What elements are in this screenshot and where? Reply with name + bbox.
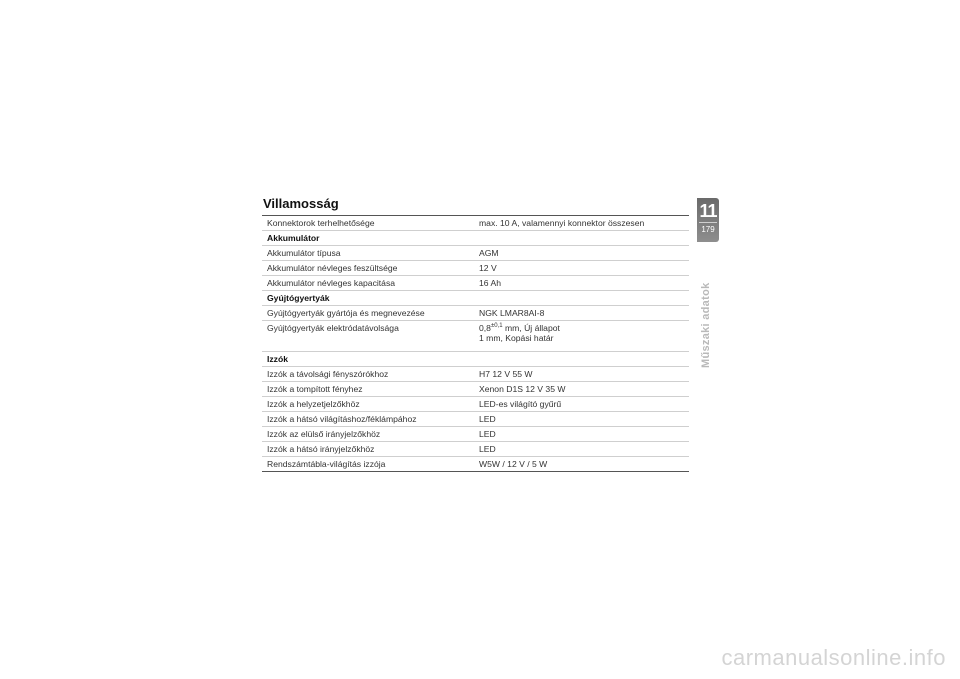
row-value: AGM <box>474 246 689 261</box>
row-label: Gyújtógyertyák gyártója és megnevezése <box>262 306 474 321</box>
value-base: 0,8 <box>479 323 491 333</box>
table-row <box>262 306 689 321</box>
row-label: Akkumulátor típusa <box>262 246 474 261</box>
row-value: 16 Ah <box>474 276 689 291</box>
row-value: H7 12 V 55 W <box>474 367 689 382</box>
row-label: Akkumulátor névleges feszültsége <box>262 261 474 276</box>
row-value: Xenon D1S 12 V 35 W <box>474 382 689 397</box>
row-label: Konnektorok terhelhetősége <box>262 216 474 231</box>
row-label: Izzók az elülső irányjelzőkhöz <box>262 427 474 442</box>
row-label: Akkumulátor névleges kapacitása <box>262 276 474 291</box>
chapter-title: Műszaki adatok <box>700 282 712 368</box>
row-value: max. 10 A, valamennyi konnektor összesen <box>474 216 689 231</box>
table-row <box>262 412 689 427</box>
row-value: 12 V <box>474 261 689 276</box>
table-row <box>262 246 689 261</box>
row-value: W5W / 12 V / 5 W <box>479 459 548 469</box>
row-label: Izzók a tompított fényhez <box>262 382 474 397</box>
row-value: LED <box>474 427 689 442</box>
row-label: Izzók a helyzetjelzőkhöz <box>262 397 474 412</box>
section-header <box>262 352 689 367</box>
value-tolerance: ±0,1 <box>490 323 503 329</box>
section-title: Izzók <box>262 352 689 367</box>
row-value: LED <box>474 442 689 457</box>
row-label: Rendszámtábla-világítás izzója <box>267 459 386 469</box>
table-row <box>262 397 689 412</box>
table-row <box>262 216 689 231</box>
table-row <box>262 367 689 382</box>
section-title: Akkumulátor <box>262 231 689 246</box>
row-label: Izzók a hátsó irányjelzőkhöz <box>262 442 474 457</box>
table-row <box>262 427 689 442</box>
page-title: Villamosság <box>263 196 339 211</box>
row-value: LED-es világító gyűrű <box>474 397 689 412</box>
row-value: LED <box>474 412 689 427</box>
section-header <box>262 291 689 306</box>
row-value <box>474 321 689 352</box>
table-row <box>262 276 689 291</box>
chapter-tab <box>697 198 719 242</box>
table-row <box>262 442 689 457</box>
value-line2: 1 mm, Kopási határ <box>479 333 554 343</box>
table-row <box>262 321 689 352</box>
tab-divider <box>699 222 717 223</box>
value-rest: mm, Új állapot <box>502 323 560 333</box>
row-value: NGK LMAR8AI-8 <box>474 306 689 321</box>
table-row <box>262 382 689 397</box>
spec-table <box>262 215 689 472</box>
row-label: Izzók a hátsó világításhoz/féklámpához <box>262 412 474 427</box>
section-title: Gyújtógyertyák <box>262 291 689 306</box>
chapter-number: 11 <box>699 201 717 221</box>
row-label: Gyújtógyertyák elektródatávolsága <box>262 321 474 352</box>
watermark: carmanualsonline.info <box>721 645 946 670</box>
row-label: Izzók a távolsági fényszórókhoz <box>262 367 474 382</box>
section-header <box>262 231 689 246</box>
table-row <box>262 457 689 472</box>
page-number: 179 <box>701 225 715 234</box>
table-row <box>262 261 689 276</box>
